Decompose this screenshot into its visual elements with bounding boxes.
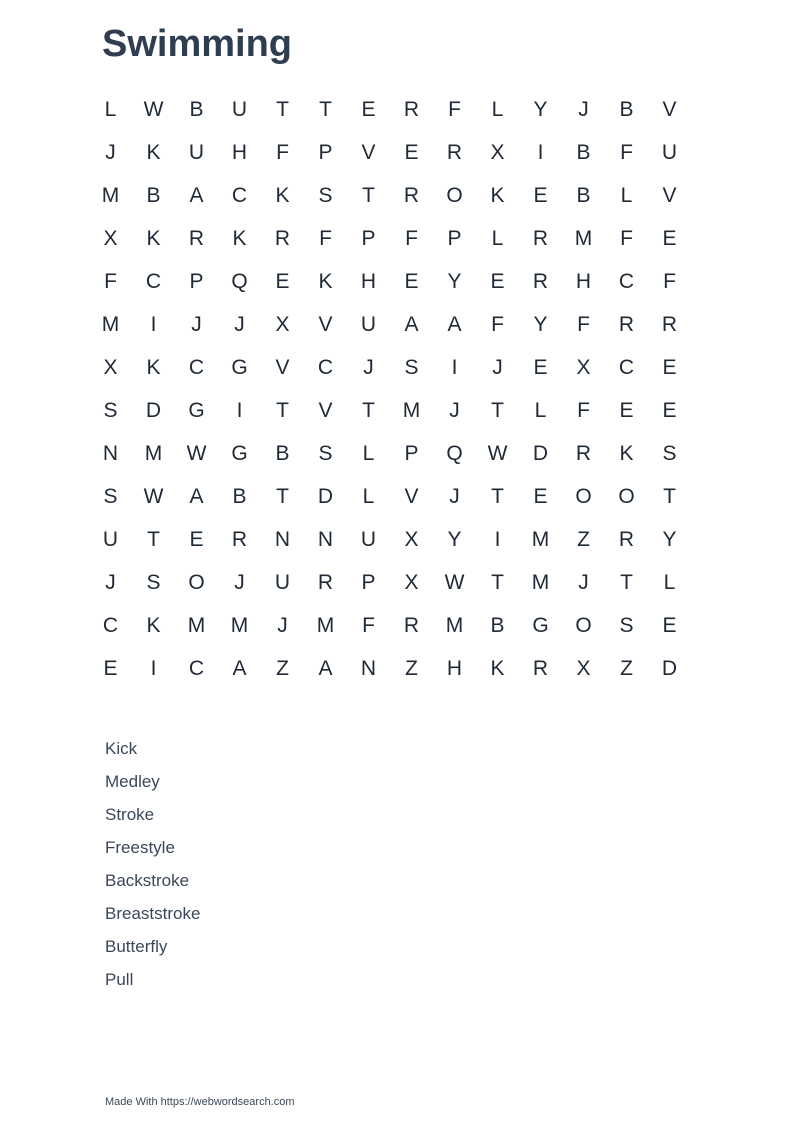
grid-letter: W (487, 441, 508, 465)
grid-letter: L (620, 183, 633, 207)
grid-letter: B (275, 441, 290, 465)
grid-letter: P (318, 140, 333, 164)
grid-letter: V (361, 140, 376, 164)
grid-letter: N (102, 441, 119, 465)
grid-letter: S (103, 398, 118, 422)
grid-letter: P (404, 441, 419, 465)
grid-letter: A (189, 183, 204, 207)
grid-letter: K (318, 269, 333, 293)
grid-letter: F (577, 312, 590, 336)
grid-letter: L (362, 484, 375, 508)
grid-row (89, 346, 691, 389)
grid-letter: M (144, 441, 163, 465)
grid-letter: Y (533, 97, 548, 121)
grid-letter: C (317, 355, 334, 379)
word-list (105, 734, 200, 998)
grid-letter: O (618, 484, 635, 508)
grid-letter: F (620, 140, 633, 164)
grid-letter: Y (662, 527, 677, 551)
grid-letter: T (491, 398, 504, 422)
grid-letter: H (575, 269, 592, 293)
grid-letter: I (150, 312, 157, 336)
grid-letter: M (531, 527, 550, 551)
grid-letter: H (360, 269, 377, 293)
grid-row (89, 432, 691, 475)
grid-letter: F (620, 226, 633, 250)
grid-letter: J (578, 97, 589, 121)
grid-row (89, 88, 691, 131)
grid-letter: U (661, 140, 678, 164)
grid-letter: X (103, 355, 118, 379)
grid-letter: S (619, 613, 634, 637)
grid-letter: L (534, 398, 547, 422)
grid-letter: E (662, 398, 677, 422)
grid-letter: X (103, 226, 118, 250)
grid-letter: B (146, 183, 161, 207)
grid-letter: M (316, 613, 335, 637)
grid-letter: B (232, 484, 247, 508)
grid-letter: D (532, 441, 549, 465)
grid-letter: J (234, 570, 245, 594)
grid-row (89, 260, 691, 303)
grid-letter: K (490, 183, 505, 207)
grid-row (89, 217, 691, 260)
grid-letter: C (618, 269, 635, 293)
grid-letter: M (230, 613, 249, 637)
grid-letter: A (447, 312, 462, 336)
grid-letter: O (188, 570, 205, 594)
word-list-item: Stroke (105, 805, 155, 824)
grid-letter: X (490, 140, 505, 164)
grid-letter: J (277, 613, 288, 637)
grid-letter: I (537, 140, 544, 164)
grid-letter: J (234, 312, 245, 336)
grid-row (89, 174, 691, 217)
grid-letter: E (662, 226, 677, 250)
grid-letter: B (619, 97, 634, 121)
grid-letter: M (574, 226, 593, 250)
grid-row (89, 131, 691, 174)
grid-letter: Z (276, 656, 289, 680)
grid-letter: U (360, 527, 377, 551)
grid-letter: U (102, 527, 119, 551)
grid-letter: S (103, 484, 118, 508)
grid-letter: E (490, 269, 505, 293)
grid-letter: Q (231, 269, 248, 293)
grid-letter: K (275, 183, 290, 207)
grid-letter: W (143, 97, 164, 121)
grid-letter: O (446, 183, 463, 207)
grid-letter: D (317, 484, 334, 508)
grid-letter: X (404, 527, 419, 551)
grid-letter: G (231, 355, 248, 379)
word-list-item: Butterfly (105, 937, 168, 956)
grid-letter: V (318, 398, 333, 422)
grid-letter: E (404, 140, 419, 164)
grid-letter: S (404, 355, 419, 379)
grid-letter: A (404, 312, 419, 336)
grid-letter: E (103, 656, 118, 680)
grid-letter: R (661, 312, 678, 336)
word-list-item: Freestyle (105, 838, 175, 857)
word-list-item: Backstroke (105, 871, 190, 890)
grid-letter: M (187, 613, 206, 637)
grid-letter: L (491, 97, 504, 121)
grid-letter: R (274, 226, 291, 250)
grid-row (89, 647, 691, 690)
grid-letter: F (276, 140, 289, 164)
grid-letter: U (274, 570, 291, 594)
grid-letter: E (662, 613, 677, 637)
grid-letter: F (405, 226, 418, 250)
grid-letter: E (533, 183, 548, 207)
grid-letter: F (491, 312, 504, 336)
grid-letter: N (360, 656, 377, 680)
grid-letter: V (662, 97, 677, 121)
grid-letter: J (363, 355, 374, 379)
grid-letter: K (146, 613, 161, 637)
grid-letter: R (403, 183, 420, 207)
grid-row (89, 303, 691, 346)
grid-letter: R (188, 226, 205, 250)
grid-letter: S (318, 183, 333, 207)
grid-letter: R (575, 441, 592, 465)
grid-letter: B (576, 140, 591, 164)
grid-letter: Z (577, 527, 590, 551)
grid-letter: I (451, 355, 458, 379)
grid-letter: C (188, 355, 205, 379)
grid-letter: I (150, 656, 157, 680)
grid-letter: J (578, 570, 589, 594)
grid-letter: J (449, 484, 460, 508)
word-list-item: Medley (105, 772, 160, 791)
grid-letter: R (317, 570, 334, 594)
grid-letter: R (618, 527, 635, 551)
grid-letter: R (231, 527, 248, 551)
grid-letter: E (533, 484, 548, 508)
grid-letter: R (403, 97, 420, 121)
grid-letter: E (662, 355, 677, 379)
grid-row (89, 561, 691, 604)
grid-letter: Y (533, 312, 548, 336)
grid-letter: G (188, 398, 205, 422)
grid-letter: Y (447, 527, 462, 551)
grid-letter: Z (405, 656, 418, 680)
grid-letter: O (575, 484, 592, 508)
grid-letter: C (188, 656, 205, 680)
grid-letter: L (663, 570, 676, 594)
word-list-item: Kick (105, 739, 138, 758)
grid-letter: R (446, 140, 463, 164)
grid-letter: R (532, 269, 549, 293)
grid-letter: F (104, 269, 117, 293)
grid-row (89, 604, 691, 647)
grid-row (89, 475, 691, 518)
grid-letter: P (361, 570, 376, 594)
grid-letter: H (446, 656, 463, 680)
letter-grid (89, 88, 691, 690)
grid-letter: K (146, 355, 161, 379)
grid-letter: F (663, 269, 676, 293)
grid-letter: G (231, 441, 248, 465)
grid-letter: H (231, 140, 248, 164)
grid-letter: J (191, 312, 202, 336)
grid-letter: J (105, 140, 116, 164)
grid-letter: Z (620, 656, 633, 680)
grid-letter: E (619, 398, 634, 422)
grid-letter: K (232, 226, 247, 250)
grid-letter: T (276, 484, 289, 508)
grid-letter: T (276, 97, 289, 121)
page-title: Swimming (102, 23, 293, 65)
grid-letter: J (105, 570, 116, 594)
grid-letter: E (361, 97, 376, 121)
grid-letter: T (147, 527, 160, 551)
grid-letter: L (104, 97, 117, 121)
grid-letter: K (146, 226, 161, 250)
grid-letter: U (231, 97, 248, 121)
grid-letter: X (275, 312, 290, 336)
grid-letter: R (532, 226, 549, 250)
grid-letter: X (576, 656, 591, 680)
grid-letter: T (362, 183, 375, 207)
grid-letter: T (491, 570, 504, 594)
grid-letter: W (444, 570, 465, 594)
grid-letter: T (620, 570, 633, 594)
word-list-item: Pull (105, 970, 134, 989)
grid-letter: A (318, 656, 333, 680)
grid-letter: E (275, 269, 290, 293)
grid-letter: G (532, 613, 549, 637)
grid-letter: N (317, 527, 334, 551)
grid-letter: T (491, 484, 504, 508)
grid-letter: M (402, 398, 421, 422)
grid-letter: U (188, 140, 205, 164)
word-list-item: Breaststroke (105, 904, 201, 923)
grid-letter: I (494, 527, 501, 551)
grid-letter: T (276, 398, 289, 422)
grid-letter: F (448, 97, 461, 121)
grid-letter: Y (447, 269, 462, 293)
grid-letter: R (403, 613, 420, 637)
grid-letter: N (274, 527, 291, 551)
grid-letter: W (186, 441, 207, 465)
grid-letter: C (231, 183, 248, 207)
grid-letter: P (189, 269, 204, 293)
grid-letter: M (531, 570, 550, 594)
grid-letter: K (619, 441, 634, 465)
grid-letter: A (189, 484, 204, 508)
grid-row (89, 389, 691, 432)
grid-letter: D (661, 656, 678, 680)
grid-letter: P (447, 226, 462, 250)
grid-letter: E (189, 527, 204, 551)
grid-letter: S (318, 441, 333, 465)
grid-letter: O (575, 613, 592, 637)
grid-letter: V (404, 484, 419, 508)
grid-letter: S (146, 570, 161, 594)
grid-letter: M (101, 312, 120, 336)
grid-letter: U (360, 312, 377, 336)
grid-letter: F (362, 613, 375, 637)
grid-letter: E (533, 355, 548, 379)
grid-letter: Q (446, 441, 463, 465)
grid-letter: V (318, 312, 333, 336)
grid-letter: R (618, 312, 635, 336)
grid-letter: B (576, 183, 591, 207)
grid-letter: I (236, 398, 243, 422)
grid-letter: A (232, 656, 247, 680)
grid-letter: X (404, 570, 419, 594)
grid-letter: X (576, 355, 591, 379)
grid-letter: P (361, 226, 376, 250)
footer-credit: Made With https://webwordsearch.com (105, 1096, 295, 1108)
grid-letter: L (491, 226, 504, 250)
grid-letter: F (577, 398, 590, 422)
grid-letter: K (146, 140, 161, 164)
grid-letter: K (490, 656, 505, 680)
grid-letter: C (102, 613, 119, 637)
grid-letter: J (492, 355, 503, 379)
grid-letter: M (445, 613, 464, 637)
grid-letter: M (101, 183, 120, 207)
grid-row (89, 518, 691, 561)
grid-letter: R (532, 656, 549, 680)
grid-letter: B (189, 97, 204, 121)
grid-letter: V (275, 355, 290, 379)
grid-letter: W (143, 484, 164, 508)
grid-letter: T (319, 97, 332, 121)
grid-letter: L (362, 441, 375, 465)
grid-letter: S (662, 441, 677, 465)
grid-letter: T (362, 398, 375, 422)
grid-letter: C (618, 355, 635, 379)
grid-letter: D (145, 398, 162, 422)
grid-letter: B (490, 613, 505, 637)
grid-letter: V (662, 183, 677, 207)
grid-letter: J (449, 398, 460, 422)
grid-letter: C (145, 269, 162, 293)
grid-letter: T (663, 484, 676, 508)
grid-letter: E (404, 269, 419, 293)
grid-letter: F (319, 226, 332, 250)
